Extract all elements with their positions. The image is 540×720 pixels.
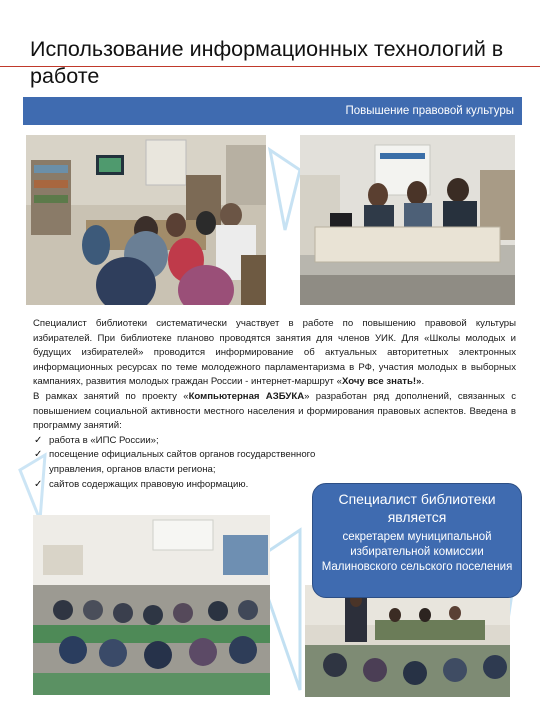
body-text xyxy=(33,317,516,492)
check-icon: ✓ xyxy=(34,449,43,461)
section-banner xyxy=(23,97,522,125)
callout-box xyxy=(312,483,522,598)
page-title: Использование информационных технологий в работе xyxy=(30,37,504,88)
paragraph-2-start: В рамках занятий по проекту « xyxy=(33,390,189,402)
project-azbuka-bold: Компьютерная АЗБУКА xyxy=(188,390,305,402)
list-item-text: посещение официальных сайтов органов государственного управления, органов власти региона; xyxy=(49,449,316,475)
check-icon: ✓ xyxy=(34,478,43,490)
list-item xyxy=(33,448,319,477)
photo-podium-event xyxy=(305,585,510,697)
section-banner-label: Повышение правовой культуры xyxy=(345,105,514,117)
callout-text: секретарем муниципальной избирательной комиссии Малиновского сельского поселения xyxy=(321,531,513,573)
paragraph-2 xyxy=(33,390,516,434)
list-item-text: работа в «ИПС России»; xyxy=(49,434,159,446)
photo-meeting-presenters xyxy=(300,135,515,305)
paragraph-2-end: » разработан ряд дополнений, связанных с повышением социальной активности местного населения и формирования правовых аспектов. Введена в программу занятий: xyxy=(33,390,517,432)
photo-auditorium xyxy=(33,515,270,695)
paragraph-1-text: Специалист библиотеки систематически участвует в работе по повышению правовой культуры избирателей. При библиотеке планово проводятся занятия для членов УИК. Для «Школы молодых и будущих избирателей» проводится информирование об актуальных авторитетных электронных информационных ресурсах по теме молодежного парламентаризма в РФ, участия молодых в выборных кампаниях, развития молодых граждан России - интернет-маршрут « xyxy=(33,318,516,388)
paragraph-1-end: . xyxy=(421,376,425,388)
callout-heading: Специалист библиотеки является xyxy=(338,491,496,525)
photo-library-class xyxy=(26,135,266,305)
check-icon: ✓ xyxy=(34,434,43,446)
project-name-bold: Хочу все знать!» xyxy=(341,376,422,388)
list-item xyxy=(33,434,516,449)
list-item-text: сайтов содержащих правовую информацию. xyxy=(49,478,249,490)
paragraph-1 xyxy=(33,317,516,390)
